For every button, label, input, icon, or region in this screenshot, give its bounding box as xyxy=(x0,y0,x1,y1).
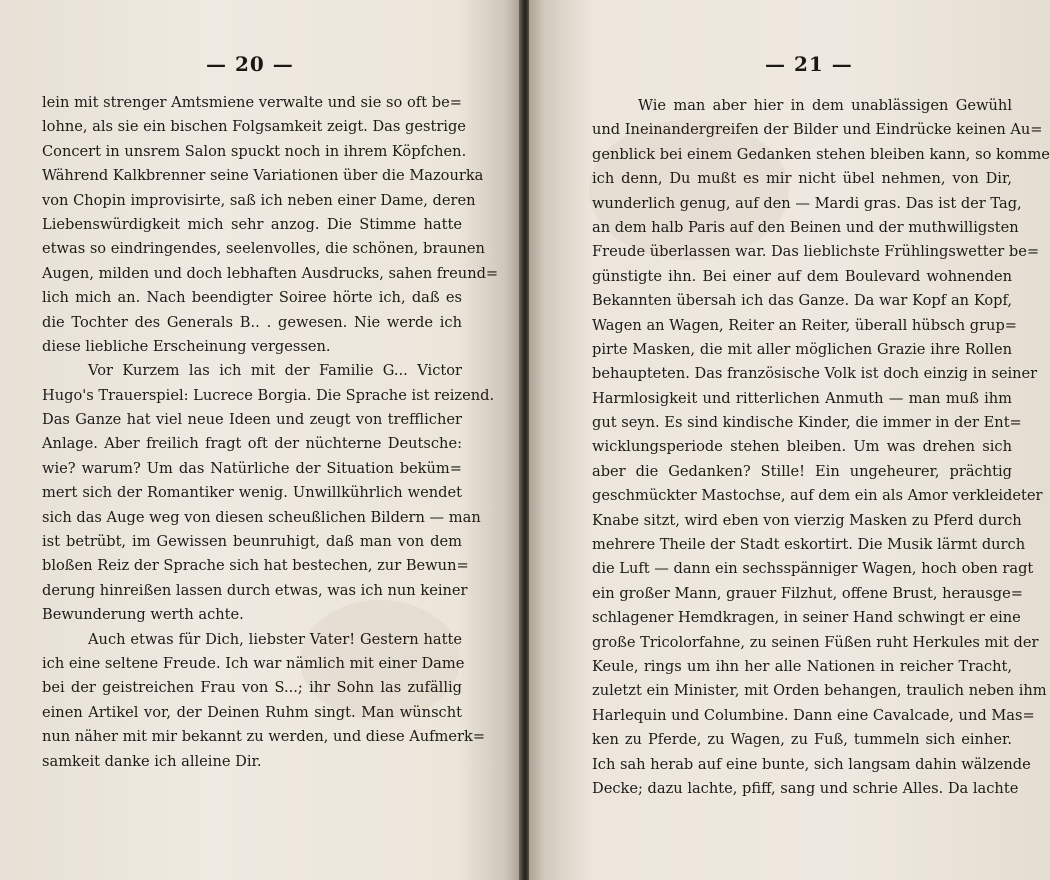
text-line: lein mit strenger Amtsmiene verwalte und sie so oft be= xyxy=(42,94,462,111)
text-line: Vor Kurzem las ich mit der Familie G... Victor xyxy=(88,362,462,380)
text-line: wie? warum? Um das Natürliche der Situation beküm= xyxy=(42,459,462,477)
text-line: Knabe sitzt, wird eben von vierzig Masken zu Pferd durch xyxy=(592,511,1022,529)
text-line: etwas so eindringendes, seelenvolles, die schönen, braunen xyxy=(42,240,485,258)
text-line: Anlage. Aber freilich fragt oft der nüchterne Deutsche: xyxy=(42,435,462,453)
text-line: pirte Masken, die mit aller möglichen Grazie ihre Rollen xyxy=(592,340,1012,358)
text-line: einen Artikel vor, der Deinen Ruhm singt. Man wünscht xyxy=(42,703,462,721)
left-page xyxy=(0,0,521,880)
text-line: Concert in unsrem Salon spuckt noch in ihrem Köpfchen. xyxy=(42,142,467,160)
text-line: nun näher mit mir bekannt zu werden, und diese Aufmerk= xyxy=(42,728,486,746)
text-line: schlagener Hemdkragen, in seiner Hand schwingt er eine xyxy=(592,609,1021,627)
text-line: genblick bei einem Gedanken stehen bleiben kann, so komme xyxy=(592,145,1050,163)
page-number-right: — 21 — xyxy=(765,52,853,76)
text-line: ein großer Mann, grauer Filzhut, offene Brust, herausge= xyxy=(592,584,1023,602)
text-line: Liebenswürdigkeit mich sehr anzog. Die Stimme hatte xyxy=(42,215,462,233)
left-page-text xyxy=(42,91,499,774)
text-line: sich das Auge weg von diesen scheußlichen Bildern — man xyxy=(42,508,481,526)
text-line: und Ineinandergreifen der Bilder und Eindrücke keinen Au= xyxy=(592,121,1043,139)
text-line: Während Kalkbrenner seine Variationen über die Mazourka xyxy=(42,167,484,185)
text-line: Keule, rings um ihn her alle Nationen in reicher Tracht, xyxy=(592,657,1012,675)
text-line: aber die Gedanken? Stille! Ein ungeheurer, prächtig xyxy=(592,462,1012,480)
text-line: zuletzt ein Minister, mit Orden behangen, traulich neben ihm xyxy=(592,682,1047,700)
text-line: Bekannten übersah ich das Ganze. Da war Kopf an Kopf, xyxy=(592,292,1012,310)
text-line: Hugo's Trauerspiel: Lucrece Borgia. Die Sprache ist reizend. xyxy=(42,386,495,404)
text-line: Decke; dazu lachte, pfiff, sang und schrie Alles. Da lachte xyxy=(592,779,1019,797)
text-line: bei der geistreichen Frau von S...; ihr Sohn las zufällig xyxy=(42,679,462,697)
text-line: derung hinreißen lassen durch etwas, was ich nun keiner xyxy=(42,581,468,599)
text-line: mert sich der Romantiker wenig. Unwillkührlich wendet xyxy=(42,484,462,502)
text-line: wicklungsperiode stehen bleiben. Um was drehen sich xyxy=(592,438,1012,456)
text-line: Bewunderung werth achte. xyxy=(42,606,244,624)
text-line: lohne, als sie ein bischen Folgsamkeit zeigt. Das gestrige xyxy=(42,118,466,136)
text-line: samkeit danke ich alleine Dir. xyxy=(42,752,262,770)
text-line: Das Ganze hat viel neue Ideen und zeugt von trefflicher xyxy=(42,411,462,429)
page-number-left: — 20 — xyxy=(206,52,294,76)
text-line: diese liebliche Erscheinung vergessen. xyxy=(42,337,331,355)
text-line: Wagen an Wagen, Reiter an Reiter, überall hübsch grup= xyxy=(592,316,1018,334)
text-line: Ich sah herab auf eine bunte, sich langsam dahin wälzende xyxy=(592,755,1031,773)
text-line: von Chopin improvisirte, saß ich neben einer Dame, deren xyxy=(42,191,476,209)
text-line: ich denn, Du mußt es mir nicht übel nehmen, von Dir, xyxy=(592,170,1012,188)
text-line: Harlequin und Columbine. Dann eine Cavalcade, und Mas= xyxy=(592,706,1035,724)
text-line: die Luft — dann ein sechsspänniger Wagen, hoch oben ragt xyxy=(592,560,1034,578)
right-page-text xyxy=(592,94,1050,801)
text-line: die Tochter des Generals B.. . gewesen. Nie werde ich xyxy=(42,313,462,331)
text-line: ken zu Pferde, zu Wagen, zu Fuß, tummeln sich einher. xyxy=(592,731,1012,749)
text-line: an dem halb Paris auf den Beinen und der muthwilligsten xyxy=(592,218,1019,236)
text-line: große Tricolorfahne, zu seinen Füßen ruht Herkules mit der xyxy=(592,633,1039,651)
text-line: gut seyn. Es sind kindische Kinder, die immer in der Ent= xyxy=(592,414,1022,432)
text-line: bloßen Reiz der Sprache sich hat bestechen, zur Bewun= xyxy=(42,557,469,575)
text-line: mehrere Theile der Stadt eskortirt. Die Musik lärmt durch xyxy=(592,536,1026,554)
text-line: Auch etwas für Dich, liebster Vater! Gestern hatte xyxy=(88,630,462,648)
text-line: Harmlosigkeit und ritterlichen Anmuth — man muß ihm xyxy=(592,389,1012,407)
text-line: Freude überlassen war. Das lieblichste Frühlingswetter be= xyxy=(592,243,1040,261)
text-line: Wie man aber hier in dem unablässigen Gewühl xyxy=(638,97,1012,114)
text-line: wunderlich genug, auf den — Mardi gras. Das ist der Tag, xyxy=(592,194,1022,212)
text-line: günstigte ihn. Bei einer auf dem Boulevard wohnenden xyxy=(592,267,1012,285)
text-line: ich eine seltene Freude. Ich war nämlich mit einer Dame xyxy=(42,654,465,672)
text-line: lich mich an. Nach beendigter Soiree hörte ich, daß es xyxy=(42,289,462,307)
text-line: behaupteten. Das französische Volk ist doch einzig in seiner xyxy=(592,365,1038,383)
text-line: ist betrübt, im Gewissen beunruhigt, daß man von dem xyxy=(42,533,462,551)
right-page xyxy=(529,0,1050,880)
text-line: Augen, milden und doch lebhaften Ausdrucks, sahen freund= xyxy=(42,264,499,282)
text-line: geschmückter Mastochse, auf dem ein als Amor verkleideter xyxy=(592,487,1043,505)
